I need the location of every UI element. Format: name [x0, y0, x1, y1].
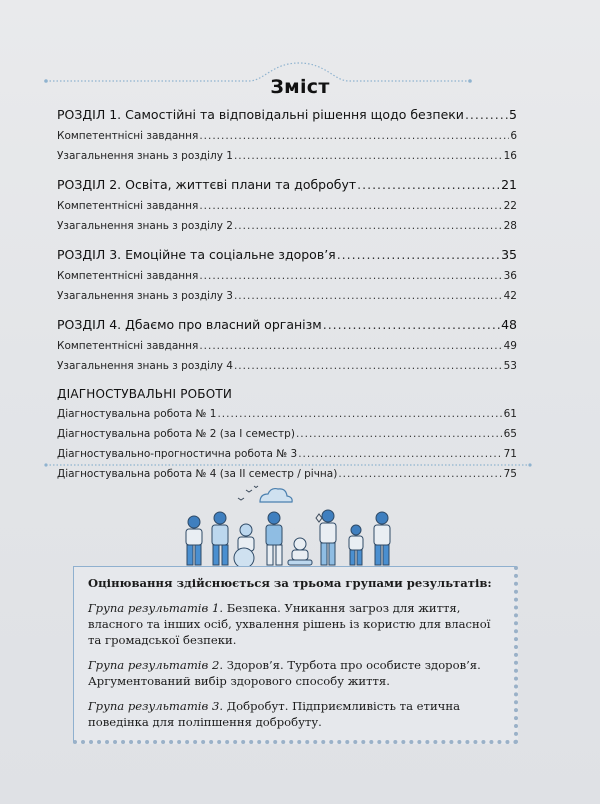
toc-chapter-4[interactable]	[57, 314, 517, 336]
toc-chapter-3[interactable]	[57, 244, 517, 266]
dot-leader	[234, 356, 503, 376]
toc-label: Узагальнення знань з розділу 3	[57, 290, 233, 302]
group-text: . Здоров’я. Турбота про особисте здоров’я. Аргументований вибір здорового способу життя.	[88, 658, 481, 688]
dot-leader	[199, 266, 502, 286]
dot-leader	[199, 336, 502, 356]
group-label: Група результатів 1	[88, 601, 220, 615]
page-title: Зміст	[270, 76, 330, 98]
dot-leader	[296, 424, 503, 444]
toc-label: Компетентнісні завдання	[57, 270, 199, 282]
toc-chapter-1[interactable]	[57, 104, 517, 126]
assessment-heading: Оцінювання здійснюється за трьома групами результатів:	[88, 576, 492, 590]
toc-label: РОЗДІЛ 3. Емоційне та соціальне здоров’я	[57, 247, 336, 262]
toc-page-number: 48	[501, 317, 517, 332]
decorative-divider-bottom	[44, 463, 532, 467]
toc-label: Діагностувальна робота № 2 (за І семестр)	[57, 428, 295, 440]
toc-label: РОЗДІЛ 1. Самостійні та відповідальні рішення щодо безпеки	[57, 107, 464, 122]
toc-page-number: 61	[503, 408, 517, 420]
toc-item[interactable]	[57, 126, 517, 146]
toc-list	[57, 104, 517, 484]
toc-item[interactable]	[57, 444, 517, 464]
toc-item[interactable]	[57, 286, 517, 306]
group-text: . Добробут. Підприємливість та етична поведінка для поліпшення добробуту.	[88, 699, 460, 729]
dot-leader	[323, 314, 500, 336]
toc-label: Діагностувальна робота № 1	[57, 408, 217, 420]
toc-item[interactable]	[57, 404, 517, 424]
group-label: Група результатів 2	[88, 658, 220, 672]
dot-leader	[234, 216, 503, 236]
toc-page-number: 5	[509, 107, 517, 122]
toc-label: РОЗДІЛ 4. Дбаємо про власний організм	[57, 317, 322, 332]
diagnostics-heading: ДІАГНОСТУВАЛЬНІ РОБОТИ	[57, 387, 233, 401]
cloud-icon	[260, 489, 292, 502]
toc-page-number: 21	[501, 177, 517, 192]
toc-item[interactable]	[57, 336, 517, 356]
toc-chapter-2[interactable]	[57, 174, 517, 196]
toc-page-number: 28	[503, 220, 517, 232]
toc-item[interactable]	[57, 266, 517, 286]
dot-leader	[357, 174, 500, 196]
toc-item[interactable]	[57, 356, 517, 376]
toc-item[interactable]	[57, 216, 517, 236]
toc-label: Компетентнісні завдання	[57, 130, 199, 142]
birds-icon	[238, 486, 258, 500]
toc-page-number: 36	[503, 270, 517, 282]
dot-leader	[234, 146, 503, 166]
assessment-group-1	[88, 600, 502, 648]
toc-item[interactable]	[57, 424, 517, 444]
assessment-group-3	[88, 698, 502, 730]
dot-leader	[199, 196, 502, 216]
toc-label: Діагностувальна робота № 4 (за ІІ семестр / річна)	[57, 468, 338, 480]
toc-page-number: 53	[503, 360, 517, 372]
toc-page-number: 65	[503, 428, 517, 440]
toc-label: Узагальнення знань з розділу 1	[57, 150, 233, 162]
toc-page-number: 35	[501, 247, 517, 262]
toc-label: РОЗДІЛ 2. Освіта, життєві плани та добробут	[57, 177, 357, 192]
toc-label: Узагальнення знань з розділу 2	[57, 220, 233, 232]
toc-label: Компетентнісні завдання	[57, 340, 199, 352]
toc-page-number: 75	[503, 468, 517, 480]
toc-page-number: 71	[503, 448, 517, 460]
toc-page-number: 6	[510, 130, 517, 142]
group-text: . Безпека. Уникання загроз для життя, власного та інших осіб, ухвалення рішень із користю для власної та громадської безпеки.	[88, 601, 491, 647]
group-of-people-illustration	[178, 478, 448, 570]
toc-page-number: 49	[503, 340, 517, 352]
dot-leader	[465, 104, 508, 126]
dot-leader	[298, 444, 502, 464]
dot-leader	[337, 244, 500, 266]
toc-page-number: 42	[503, 290, 517, 302]
assessment-group-2	[88, 657, 502, 689]
group-label: Група результатів 3	[88, 699, 220, 713]
dot-leader	[234, 286, 503, 306]
toc-page-number: 22	[503, 200, 517, 212]
toc-item[interactable]	[57, 146, 517, 166]
toc-label: Узагальнення знань з розділу 4	[57, 360, 233, 372]
dot-leader	[217, 404, 502, 424]
toc-label: Компетентнісні завдання	[57, 200, 199, 212]
assessment-info-box	[73, 566, 518, 744]
toc-label: Діагностувально-прогностична робота № 3	[57, 448, 298, 460]
dot-leader	[199, 126, 509, 146]
toc-item[interactable]	[57, 196, 517, 216]
toc-page-number: 16	[503, 150, 517, 162]
